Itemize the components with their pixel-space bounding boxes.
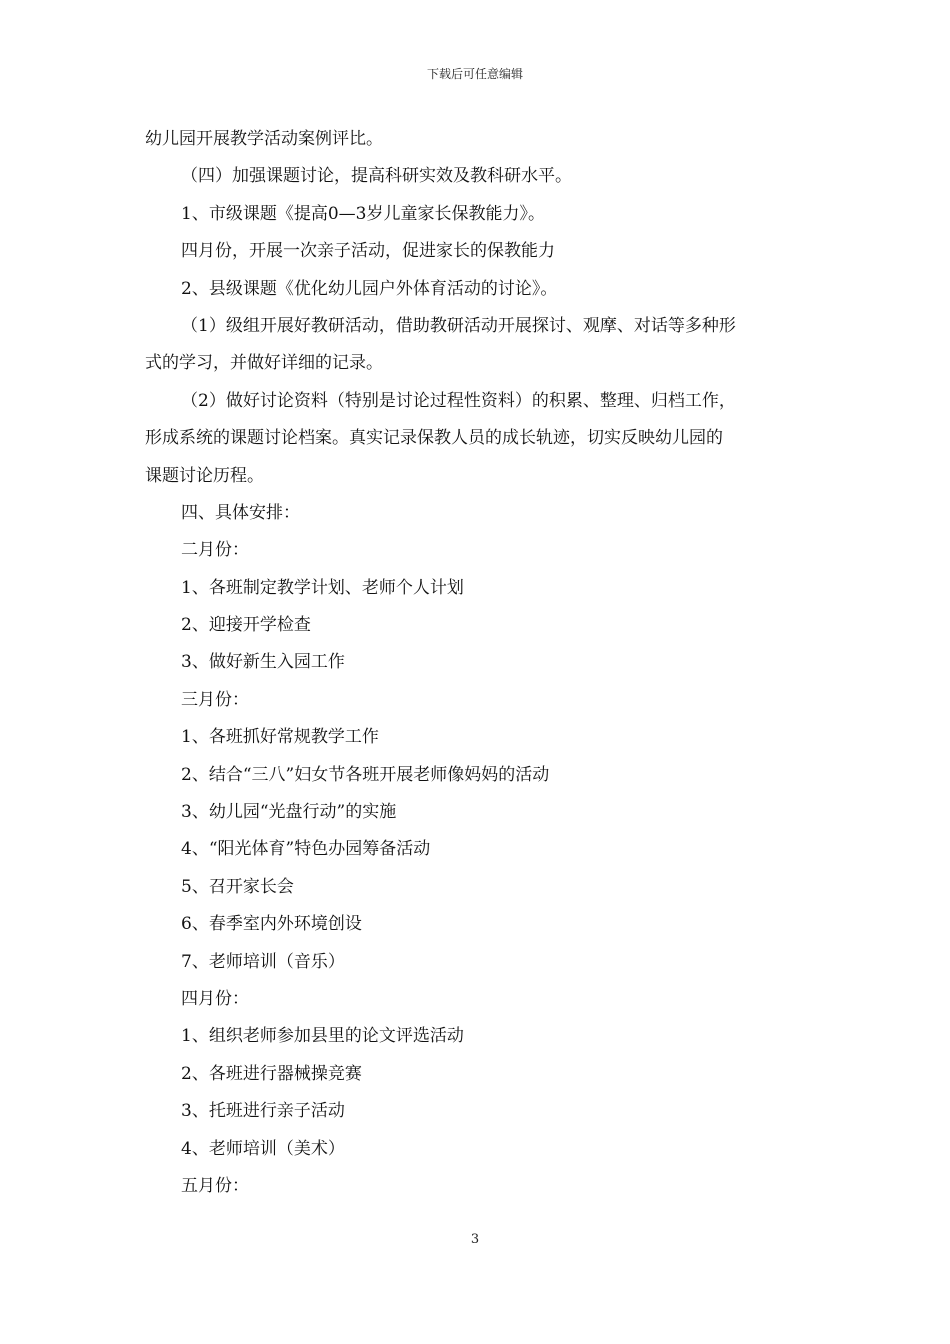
- text-line: （2）做好讨论资料（特别是讨论过程性资料）的积累、整理、归档工作，: [181, 390, 736, 411]
- text-line: 4、老师培训（美术）: [181, 1138, 345, 1159]
- text-line: 五月份：: [181, 1175, 249, 1196]
- text-line: 7、老师培训（音乐）: [181, 951, 345, 972]
- text-line: 幼儿园开展教学活动案例评比。: [145, 129, 383, 149]
- page-number: 3: [470, 1232, 480, 1247]
- text-line: 1、各班抓好常规教学工作: [181, 727, 379, 748]
- text-line: 三月份：: [181, 689, 249, 710]
- text-line: 3、托班进行亲子活动: [181, 1101, 345, 1122]
- page-header: 下载后可任意编辑: [426, 67, 523, 81]
- text-line: 四、具体安排：: [181, 502, 300, 523]
- text-line: 式的学习，并做好详细的记录。: [145, 353, 383, 374]
- text-line: 4、“阳光体育”特色办园筹备活动: [181, 839, 431, 860]
- text-line: 5、召开家长会: [181, 876, 294, 897]
- text-line: 3、幼儿园“光盘行动”的实施: [181, 802, 397, 823]
- text-line: 2、迎接开学检查: [181, 615, 311, 636]
- text-line: （四）加强课题讨论，提高科研实效及教科研水平。: [181, 166, 572, 187]
- text-line: 课题讨论历程。: [145, 465, 264, 486]
- text-line: 3、做好新生入园工作: [181, 652, 345, 673]
- text-line: 二月份：: [181, 540, 249, 561]
- text-line: 2、结合“三八”妇女节各班开展老师像妈妈的活动: [181, 764, 550, 785]
- text-line: 四月份，开展一次亲子活动，促进家长的保教能力: [181, 241, 555, 262]
- text-line: 四月份：: [181, 988, 249, 1009]
- text-line: 1、各班制定教学计划、老师个人计划: [181, 577, 464, 598]
- text-line: 1、组织老师参加县里的论文评选活动: [181, 1026, 464, 1047]
- text-line: 形成系统的课题讨论档案。真实记录保教人员的成长轨迹，切实反映幼儿园的: [145, 428, 723, 449]
- document-body: [145, 121, 810, 1205]
- text-line: 2、县级课题《优化幼儿园户外体育活动的讨论》。: [181, 278, 558, 299]
- text-line: 6、春季室内外环境创设: [181, 914, 362, 935]
- text-line: （1）级组开展好教研活动，借助教研活动开展探讨、观摩、对话等多种形: [181, 315, 736, 336]
- text-line: 2、各班进行器械操竞赛: [181, 1063, 362, 1084]
- text-line: 1、市级课题《提高0—3岁儿童家长保教能力》。: [181, 203, 545, 224]
